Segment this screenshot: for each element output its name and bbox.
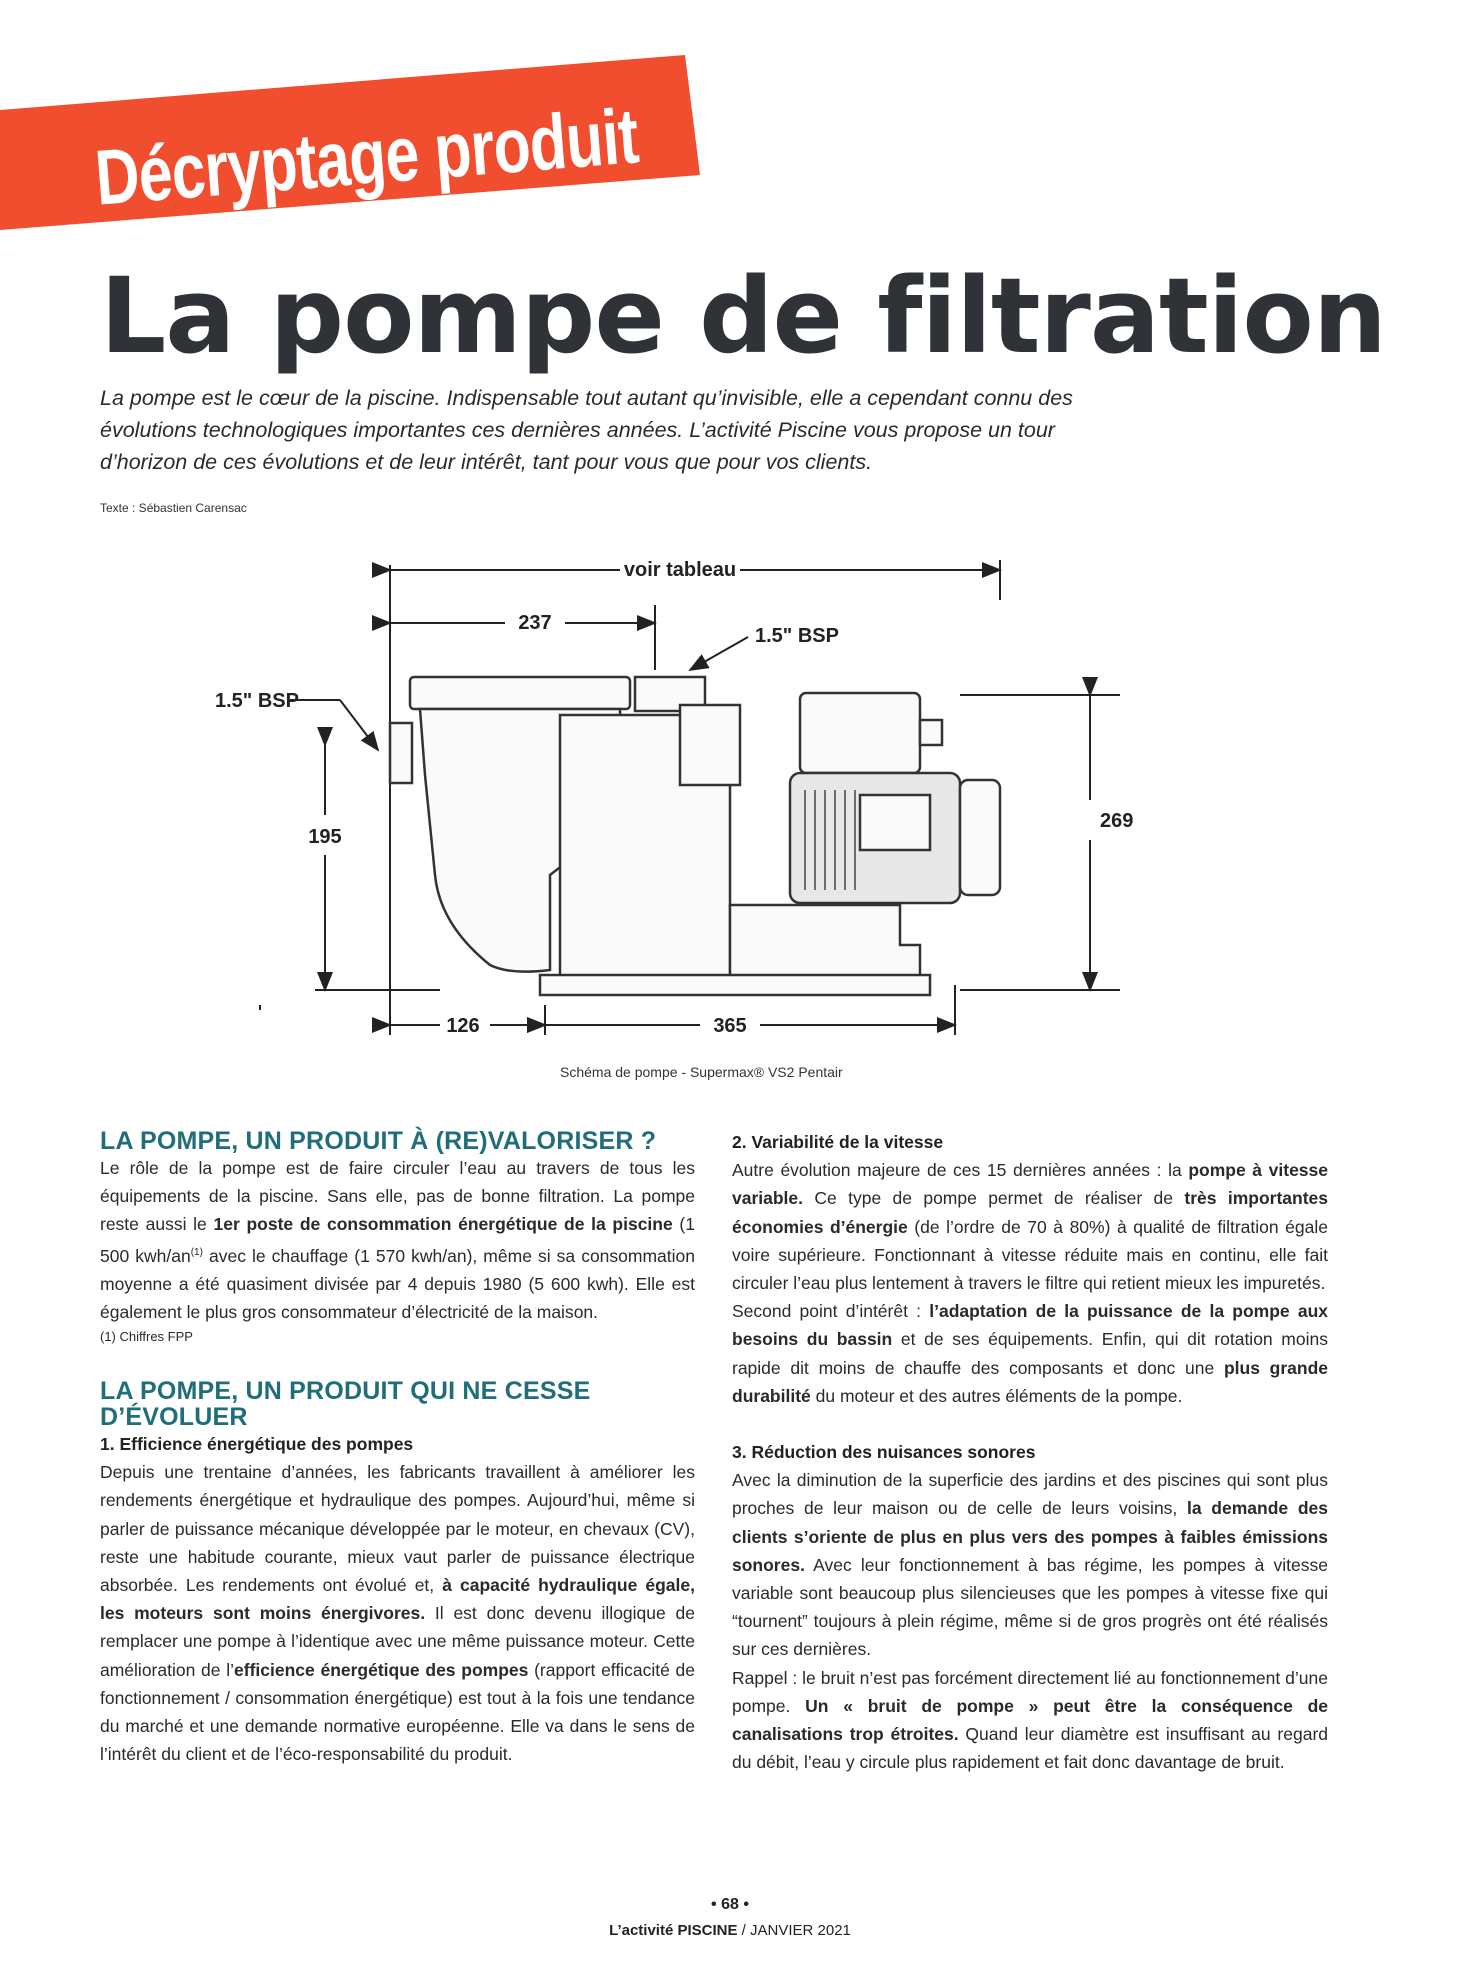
page-title: La pompe de filtration (100, 255, 1386, 377)
section-label: Décryptage produit (92, 91, 642, 222)
heading-evoluer: LA POMPE, UN PRODUIT QUI NE CESSE D’ÉVOLUER (100, 1377, 591, 1432)
section-banner (0, 55, 700, 230)
pump-schematic (215, 545, 1140, 1045)
page-number: • 68 • (711, 1896, 749, 1913)
label-overall-length: voir tableau (623, 559, 737, 581)
label-269: 269 (1100, 810, 1134, 832)
paragraph-vitesse: Autre évolution majeure de ces 15 dernières années : la pompe à vitesse variable. Ce type de pompe permet de réaliser de très importantes économies d’énergie (de l’ordre de 70 à 80%) à qualité de filtration égale voire supérieure. Fonctionnant à vitesse réduite mais en continu, elle fait circuler l’eau plus lentement à travers le filtre qui retient mieux les impuretés. (732, 1160, 1328, 1294)
paragraph-efficience: Depuis une trentaine d’années, les fabricants travaillent à améliorer les rendements énergétique et hydraulique des pompes. Aujourd’hui, même si parler de puissance mécanique développée par le moteur, en chevaux (CV), reste une habitude courante, mieux vaut parler de puissance électrique absorbée. Les rendements ont évolué et, à capacité hydraulique égale, les moteurs sont moins énergivores. Il est donc devenu illogique de remplacer une pompe à l’identique avec une même puissance moteur. Cette amélioration de l’efficience énergétique des pompes (rapport efficacité de fonctionnement / consommation énergétique) est tout à la fois une tendance du marché et une demande normative européenne. Elle va dans le sens de l’intérêt du client et de l’éco-responsabilité du produit. (100, 1462, 696, 1765)
footnote: (1) Chiffres FPP (100, 1329, 193, 1345)
label-195: 195 (308, 826, 342, 848)
label-365: 365 (713, 1015, 747, 1037)
paragraph-adaptation: Second point d’intérêt : l’adaptation de la puissance de la pompe aux besoins du bassin et de ses équipements. Enfin, qui dit rotation moins rapide dit moins de chauffe des composants et donc une plus grande durabilité du moteur et des autres éléments de la pompe. (732, 1301, 1328, 1406)
subheading-vitesse: 2. Variabilité de la vitesse (732, 1132, 944, 1152)
label-237: 237 (518, 612, 552, 634)
paragraph-role: Le rôle de la pompe est de faire circuler l’eau au travers de tous les équipements de la piscine. Sans elle, pas de bonne filtration. La pompe reste aussi le 1er poste de consommation énergétique de la piscine (1 500 kwh/$an^{(1)}$ avec le chauffage (1 570 kwh/an), même si sa consommation moyenne a été quasiment divisée par 4 depuis 1980 (5 600 kwh). Elle est également le plus gros consommateur d’électricité de la maison. (100, 1158, 695, 1322)
subheading-sonores: 3. Réduction des nuisances sonores (732, 1442, 1036, 1463)
left-column (100, 1128, 695, 1768)
label-bsp-outlet: 1.5" BSP (755, 625, 839, 647)
author-credit: Texte : Sébastien Carensac (100, 501, 247, 515)
label-126: 126 (446, 1015, 480, 1037)
subheading-efficience: 1. Efficience énergétique des pompes (100, 1434, 414, 1455)
pump-diagram (215, 545, 1140, 1045)
right-column (732, 1128, 1328, 1776)
label-bsp-inlet: 1.5" BSP (215, 690, 299, 712)
intro-text: La pompe est le cœur de la piscine. Indispensable tout autant qu’invisible, elle a cependant connu des évolutions technologiques importantes ces dernières années. L’activité Piscine vous propose un tour d’horizon de ces évolutions et de leur intérêt, tant pour vous que pour vos clients. (100, 386, 1073, 474)
heading-revaloriser: LA POMPE, UN PRODUIT À (RE)VALORISER ? (100, 1127, 657, 1155)
diagram-caption: Schéma de pompe - Supermax® VS2 Pentair (560, 1064, 843, 1080)
magazine-footer: L’activité PISCINE / JANVIER 2021 (609, 1922, 851, 1939)
paragraph-sonores: Avec la diminution de la superficie des jardins et des piscines qui sont plus proches de leur maison ou de celle de leurs voisins, la demande des clients s’oriente de plus en plus vers des pompes à faibles émissions sonores. Avec leur fonctionnement à bas régime, les pompes à vitesse variable sont beaucoup plus silencieuses que les pompes à vitesse fixe qui “tournent” toujours à plein régime, même si de gros progrès ont été réalisés sur ces dernières. (732, 1470, 1328, 1660)
paragraph-rappel: Rappel : le bruit n’est pas forcément directement lié au fonctionnement d’une pompe. Un « bruit de pompe » peut être la conséquence de canalisations trop étroites. Quand leur diamètre est insuffisant au regard du débit, l’eau y circule plus rapidement et fait donc davantage de bruit. (732, 1667, 1328, 1773)
